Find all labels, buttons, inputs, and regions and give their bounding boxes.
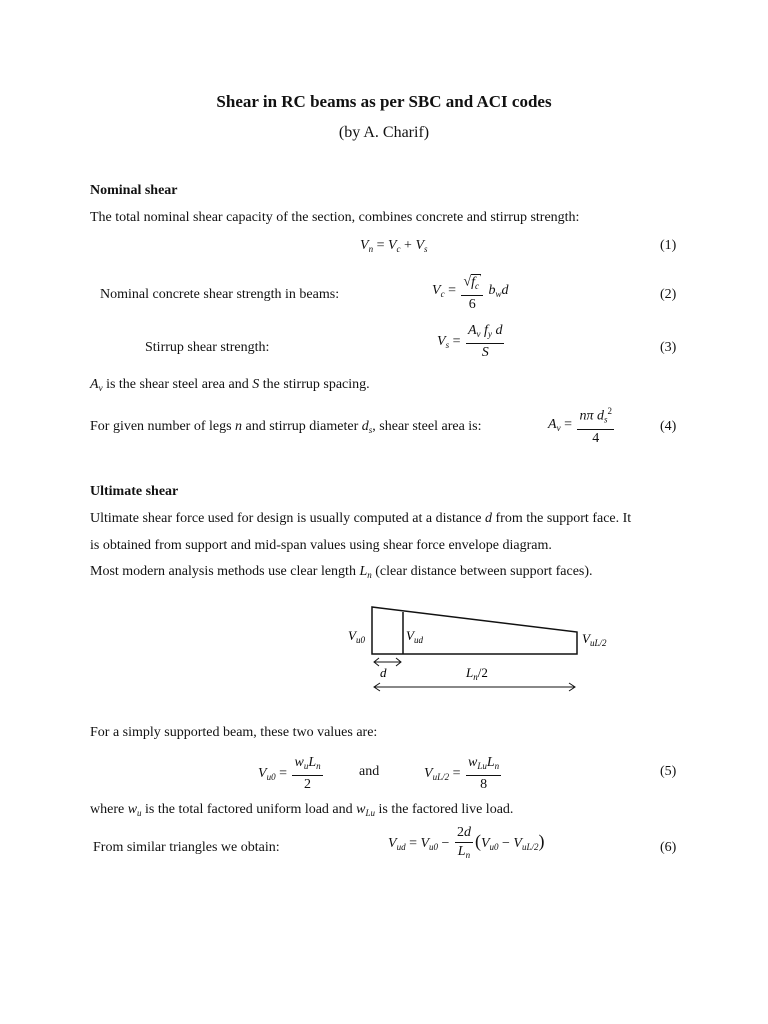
equation-number-3: (3) [660, 340, 677, 355]
paragraph-av-note: $A_v$ is the shear steel area and S the stirrup spacing. [90, 377, 370, 393]
paragraph-ultimate-line3: Most modern analysis methods use clear length $L_n$ (clear distance between support faces). [90, 564, 593, 580]
equation-6: $V_{ud} = V_{u0}$ − $\frac{2d}{L_n}$ $(V_{u0} - V_{uL/2})$ [388, 825, 545, 860]
equation-number-4: (4) [660, 419, 677, 434]
label-vul2: $V_{uL/2}$ [582, 631, 607, 648]
shear-force-diagram [330, 595, 620, 700]
section-heading-ultimate: Ultimate shear [90, 484, 179, 499]
equation-number-6: (6) [660, 840, 677, 855]
section-heading-nominal: Nominal shear [90, 183, 178, 198]
paragraph-legs: For given number of legs n and stirrup diameter $d_s$, shear steel area is: [90, 419, 482, 435]
equation-5a: $V_{u0}$ = $\frac{w_uL_n}{2}$ [258, 755, 321, 792]
paragraph-simply-supported: For a simply supported beam, these two values are: [90, 725, 378, 740]
label-stirrup-shear: Stirrup shear strength: [145, 340, 270, 355]
paragraph-where: where $w_u$ is the total factored uniform load and $w_{Lu}$ is the factored live load. [90, 802, 514, 818]
equation-number-5: (5) [660, 764, 677, 779]
label-vu0: $V_{u0}$ [348, 628, 365, 645]
equation-number-1: (1) [660, 238, 677, 253]
equation-4: $A_v$ = $\frac{n\pi d_s^2}{4}$ [548, 402, 616, 448]
equation-5b: $V_{uL/2}$ = $\frac{w_{Lu}L_n}{8}$ [424, 755, 500, 792]
paragraph-nominal-intro: The total nominal shear capacity of the section, combines concrete and stirrup strength: [90, 210, 580, 225]
equation-number-2: (2) [660, 287, 677, 302]
author-line: (by A. Charif) [338, 124, 430, 141]
equation-3: $V_s$ = $\frac{A_v f_y d}{S}$ [437, 323, 503, 360]
equation-1: $V_n = V_c + V_s$ [360, 238, 428, 254]
page-title: Shear in RC beams as per SBC and ACI codes [216, 92, 552, 111]
paragraph-ultimate-line2: is obtained from support and mid-span values using shear force envelope diagram. [90, 538, 552, 553]
label-and: and [359, 764, 380, 779]
label-similar-triangles: From similar triangles we obtain: [93, 840, 280, 855]
label-vud: $V_{ud}$ [406, 628, 423, 645]
equation-2: $V_c$ = $\frac{√f_c'}{6}$ $b_wd$ [432, 268, 509, 314]
label-ln2: $L_n/2$ [466, 665, 488, 682]
paragraph-ultimate-line1: Ultimate shear force used for design is usually computed at a distance d from the support face. It [90, 511, 632, 526]
label-concrete-shear: Nominal concrete shear strength in beams: [100, 287, 340, 302]
label-d: d [380, 665, 387, 680]
